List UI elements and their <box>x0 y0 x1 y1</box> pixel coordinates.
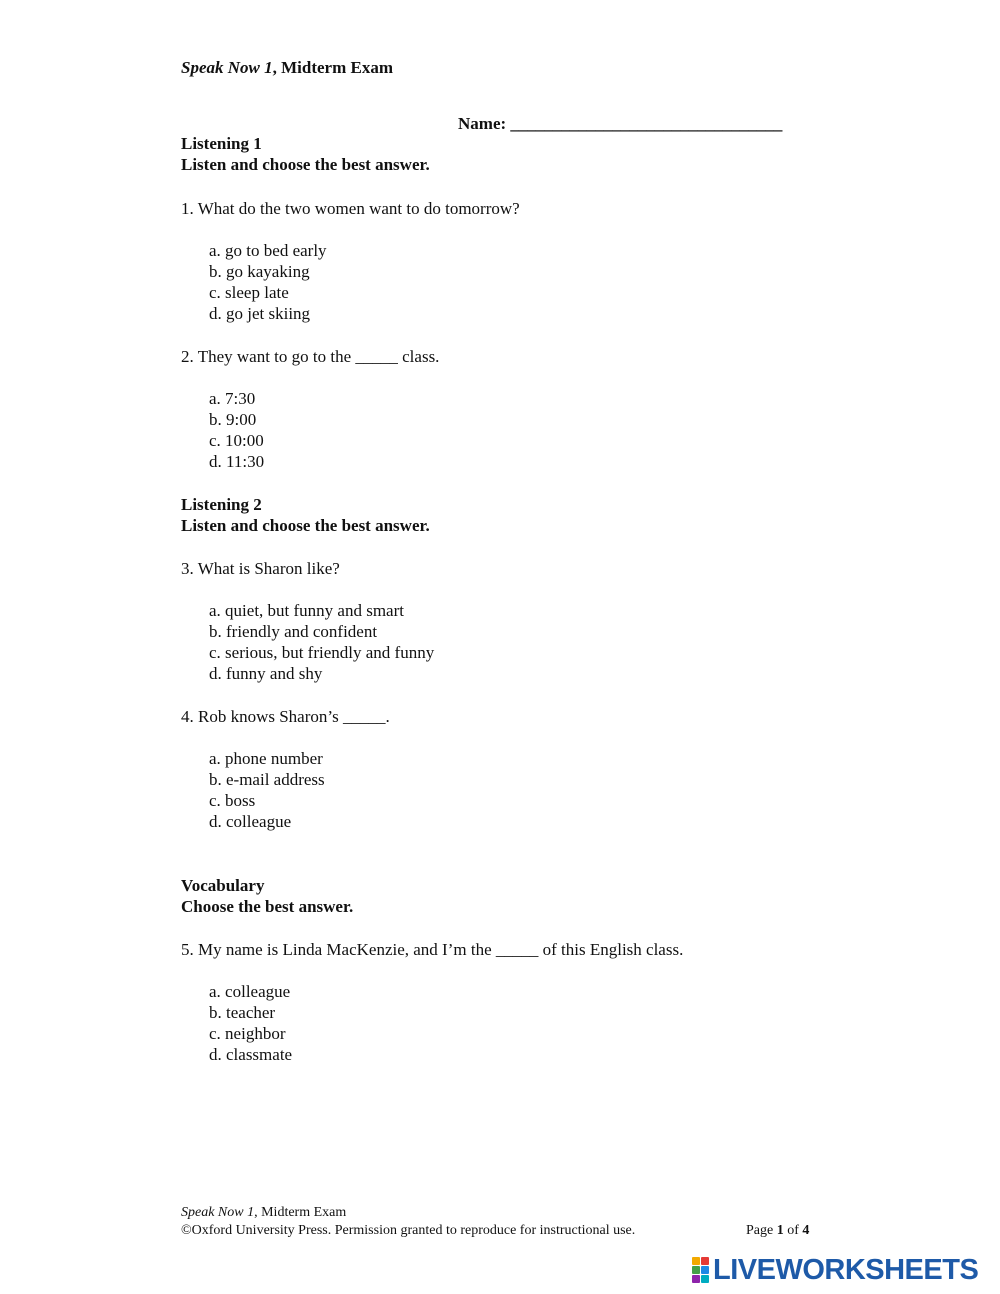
question-5-option-a[interactable]: a. colleague <box>209 982 291 1001</box>
question-5: 5. My name is Linda MacKenzie, and I’m the _____ of this English class. <box>181 940 684 959</box>
section-instruction-listening-1: Listen and choose the best answer. <box>181 155 430 174</box>
question-4: 4. Rob knows Sharon’s _____. <box>181 707 390 726</box>
footer-title <box>181 1204 346 1222</box>
page-total: 4 <box>802 1223 810 1238</box>
footer-exam-title: , Midterm Exam <box>254 1205 347 1220</box>
name-label: Name: <box>458 114 507 133</box>
header-exam-title: , Midterm Exam <box>272 58 394 77</box>
question-3: 3. What is Sharon like? <box>181 559 340 578</box>
question-2-option-b[interactable]: b. 9:00 <box>209 410 257 429</box>
question-2-option-a[interactable]: a. 7:30 <box>209 389 256 408</box>
logo-blocks-icon <box>692 1257 709 1283</box>
question-2-option-d[interactable]: d. 11:30 <box>209 452 265 471</box>
question-4-option-b[interactable]: b. e-mail address <box>209 770 325 789</box>
logo-text: LIVEWORKSHEETS <box>713 1253 979 1286</box>
name-field <box>458 113 782 134</box>
question-1-option-d[interactable]: d. go jet skiing <box>209 304 311 323</box>
question-3-option-a[interactable]: a. quiet, but funny and smart <box>209 601 404 620</box>
question-2: 2. They want to go to the _____ class. <box>181 347 440 366</box>
section-title-listening-1: Listening 1 <box>181 134 262 153</box>
section-instruction-listening-2: Listen and choose the best answer. <box>181 516 430 535</box>
question-2-option-c[interactable]: c. 10:00 <box>209 431 264 450</box>
section-title-listening-2: Listening 2 <box>181 495 262 514</box>
page-current: 1 <box>776 1223 784 1238</box>
question-3-option-c[interactable]: c. serious, but friendly and funny <box>209 643 435 662</box>
question-3-option-d[interactable]: d. funny and shy <box>209 664 323 683</box>
name-blank[interactable]: ________________________________ <box>510 114 783 133</box>
question-5-option-d[interactable]: d. classmate <box>209 1045 293 1064</box>
liveworksheets-logo[interactable] <box>692 1255 978 1285</box>
document-header <box>181 57 393 78</box>
question-3-option-b[interactable]: b. friendly and confident <box>209 622 378 641</box>
header-book-title: Speak Now 1 <box>181 58 273 77</box>
question-1: 1. What do the two women want to do tomorrow? <box>181 199 520 218</box>
page-indicator <box>746 1222 809 1240</box>
question-4-option-c[interactable]: c. boss <box>209 791 256 810</box>
question-4-option-a[interactable]: a. phone number <box>209 749 323 768</box>
question-1-option-c[interactable]: c. sleep late <box>209 283 289 302</box>
footer-book-title: Speak Now 1 <box>181 1205 255 1220</box>
footer-copyright: ©Oxford University Press. Permission granted to reproduce for instructional use. <box>181 1223 636 1238</box>
page-mid: of <box>783 1223 803 1238</box>
question-4-option-d[interactable]: d. colleague <box>209 812 292 831</box>
question-1-option-b[interactable]: b. go kayaking <box>209 262 310 281</box>
question-5-option-c[interactable]: c. neighbor <box>209 1024 286 1043</box>
section-title-vocabulary: Vocabulary <box>181 876 265 895</box>
question-5-option-b[interactable]: b. teacher <box>209 1003 276 1022</box>
page-prefix: Page <box>746 1223 777 1238</box>
question-1-option-a[interactable]: a. go to bed early <box>209 241 327 260</box>
section-instruction-vocabulary: Choose the best answer. <box>181 897 354 916</box>
